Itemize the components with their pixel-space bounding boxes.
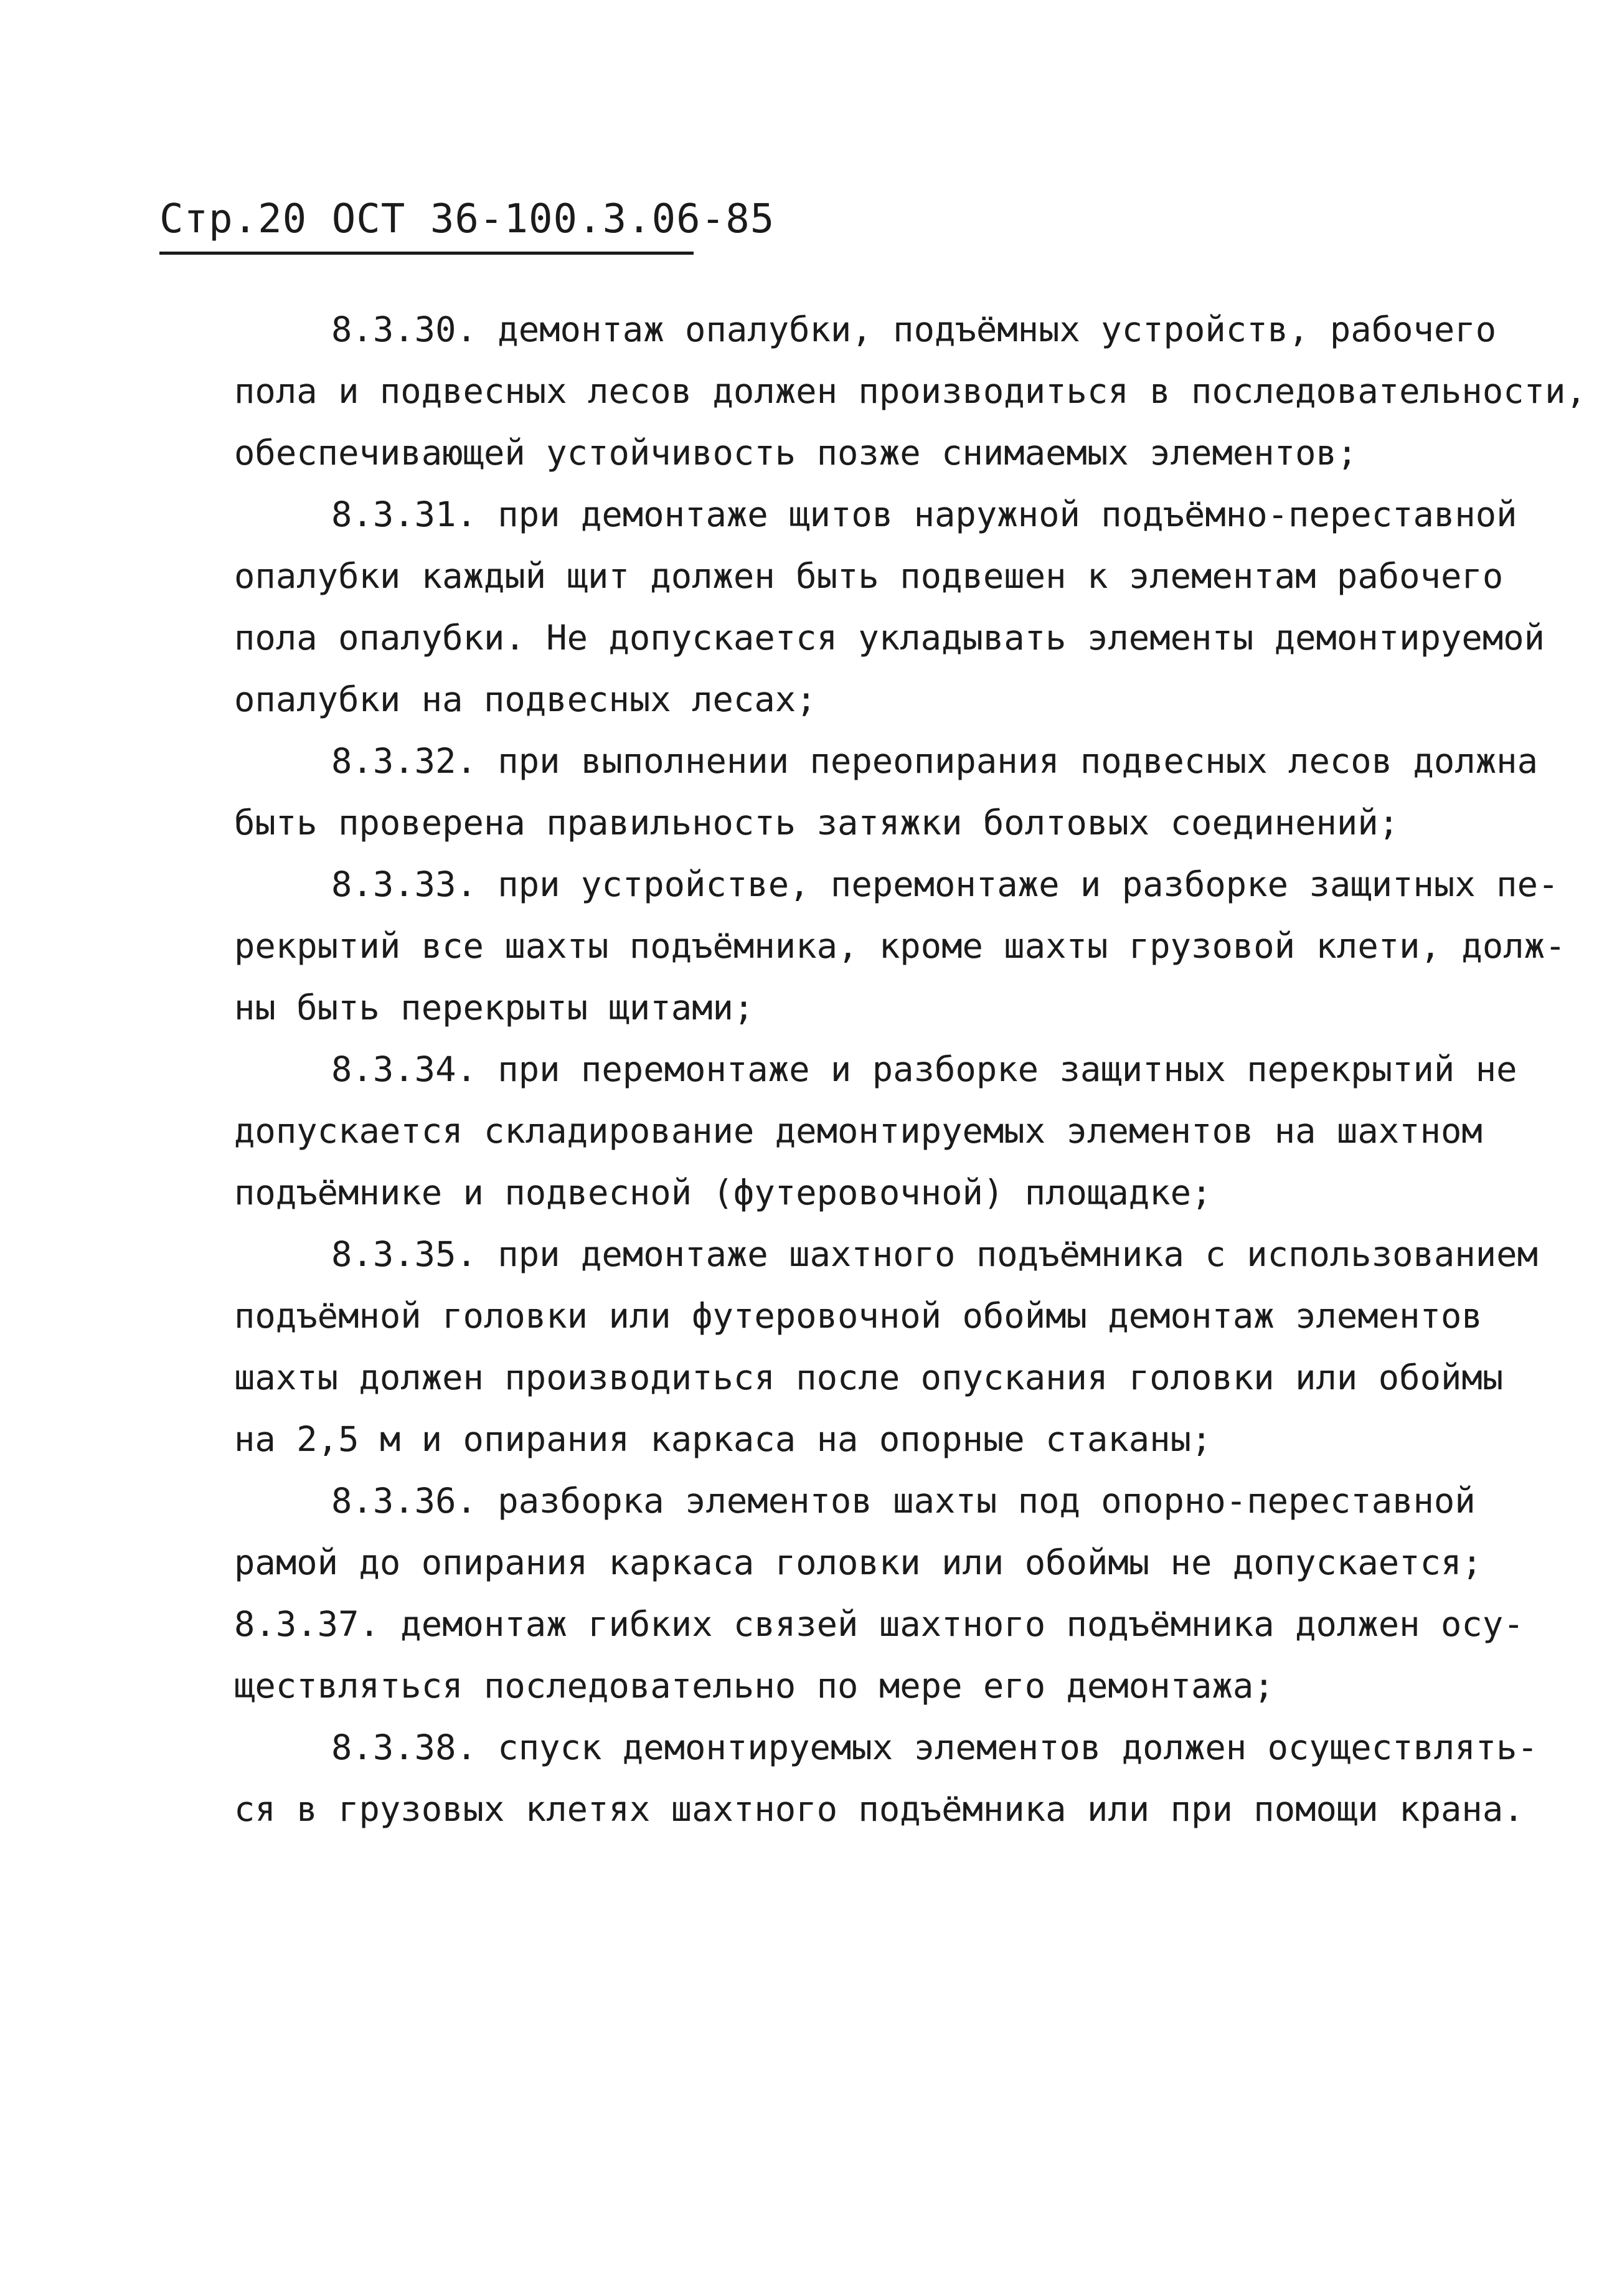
paragraph-line: 8.3.34. при перемонтаже и разборке защитных перекрытий не [331, 1049, 1517, 1090]
paragraph-line: обеспечивающей устойчивость позже снимаемых элементов; [234, 433, 1358, 473]
page-header: Стр.20 ОСТ 36-100.3.06-85 [159, 196, 775, 242]
paragraph-line: подъёмной головки или футеровочной обоймы демонтаж элементов [234, 1296, 1482, 1336]
paragraph-line: пола опалубки. Не допускается укладывать элементы демонтируемой [234, 618, 1545, 658]
paragraph-line: рекрытий все шахты подъёмника, кроме шахты грузовой клети, долж- [234, 926, 1566, 966]
paragraph-line: 8.3.30. демонтаж опалубки, подъёмных устройств, рабочего [331, 309, 1497, 350]
paragraph-line: ны быть перекрыты щитами; [234, 988, 755, 1028]
paragraph-line: 8.3.36. разборка элементов шахты под опорно-переставной [331, 1481, 1476, 1521]
paragraph-line: 8.3.32. при выполнении переопирания подвесных лесов должна [331, 741, 1539, 782]
paragraph-line: подъёмнике и подвесной (футеровочной) площадке; [234, 1173, 1212, 1213]
paragraph-line: пола и подвесных лесов должен производиться в последовательности, [234, 371, 1586, 412]
paragraph-line: 8.3.37. демонтаж гибких связей шахтного подъёмника должен осу- [234, 1604, 1524, 1645]
header-underline [159, 252, 694, 255]
paragraph-line: рамой до опирания каркаса головки или обоймы не допускается; [234, 1542, 1482, 1583]
paragraph-line: 8.3.35. при демонтаже шахтного подъёмника с использованием [331, 1234, 1539, 1275]
paragraph-line: опалубки на подвесных лесах; [234, 679, 817, 720]
paragraph-line: быть проверена правильность затяжки болтовых соединений; [234, 803, 1400, 843]
paragraph-line: 8.3.31. при демонтаже щитов наружной подъёмно-переставной [331, 494, 1517, 535]
paragraph-line: 8.3.33. при устройстве, перемонтаже и разборке защитных пе- [331, 864, 1559, 905]
paragraph-line: шахты должен производиться после опускания головки или обоймы [234, 1358, 1504, 1398]
paragraph-line: ществляться последовательно по мере его демонтажа; [234, 1666, 1275, 1706]
paragraph-line: 8.3.38. спуск демонтируемых элементов должен осуществлять- [331, 1727, 1539, 1768]
paragraph-line: на 2,5 м и опирания каркаса на опорные стаканы; [234, 1419, 1212, 1460]
paragraph-line: опалубки каждый щит должен быть подвешен к элементам рабочего [234, 556, 1504, 597]
document-body [234, 299, 1586, 1840]
paragraph-line: ся в грузовых клетях шахтного подъёмника или при помощи крана. [234, 1789, 1524, 1830]
paragraph-line: допускается складирование демонтируемых элементов на шахтном [234, 1111, 1482, 1151]
